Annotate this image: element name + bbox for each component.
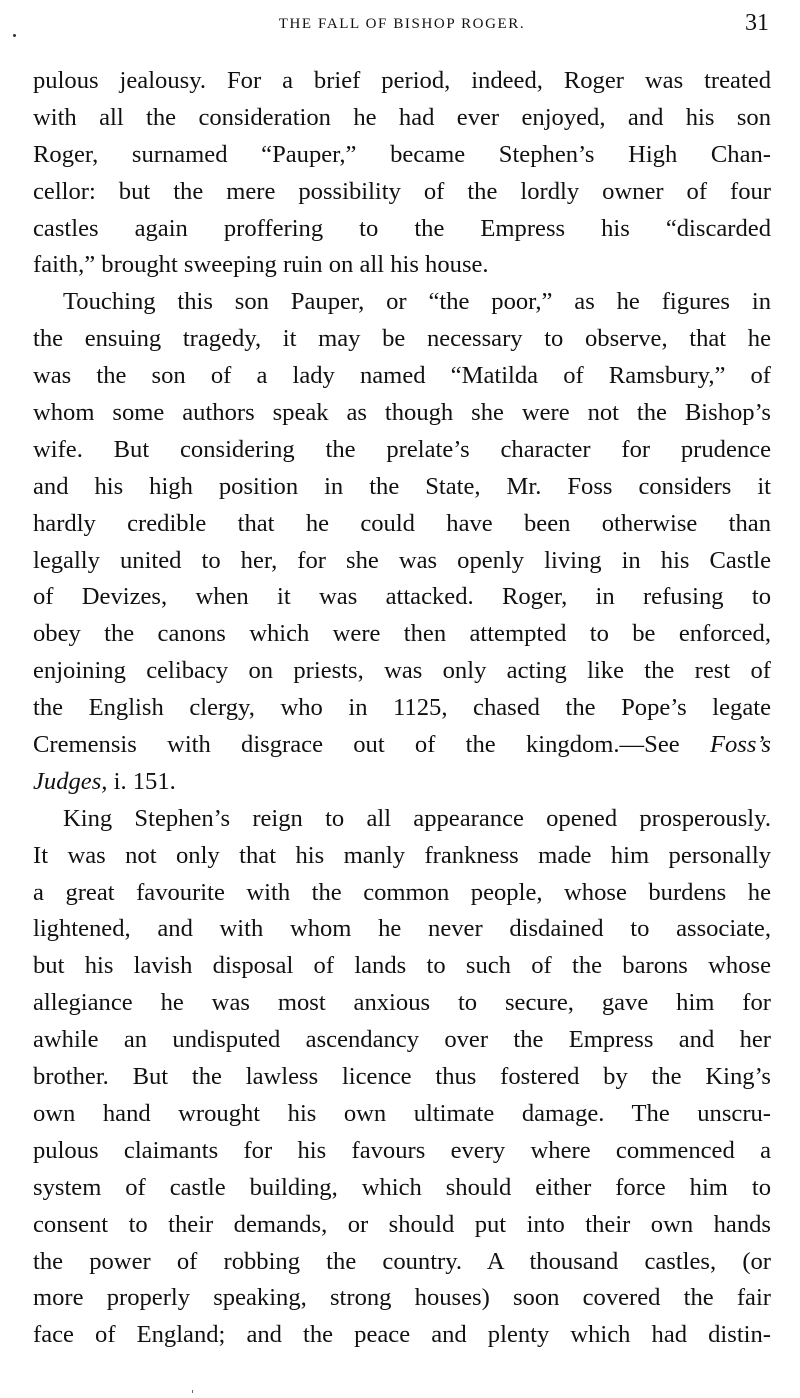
text-line: but his lavish disposal of lands to such of the barons whose — [33, 952, 771, 980]
text-line: whom some authors speak as though she were not the Bishop’s — [33, 399, 771, 427]
text-line — [33, 764, 771, 801]
text-segment: Cremensis with disgrace out of the kingdom.—See — [33, 731, 680, 759]
body-text — [33, 63, 771, 1354]
text-line: legally united to her, for she was openly living in his Castle — [33, 546, 771, 574]
text-line — [33, 727, 771, 764]
text-line: face of England; and the peace and plenty which had distin- — [33, 1321, 771, 1349]
citation-ref: i. 151. — [113, 767, 176, 795]
text-line: the ensuing tragedy, it may be necessary to observe, that he — [33, 325, 771, 353]
text-line: with all the consideration he had ever enjoyed, and his son — [33, 103, 771, 131]
text-line: system of castle building, which should either force him to — [33, 1173, 771, 1201]
text-line: obey the canons which were then attempted to be enforced, — [33, 620, 771, 648]
text-line: was the son of a lady named “Matilda of Ramsbury,” of — [33, 362, 771, 390]
citation-title: Judges, — [33, 767, 108, 795]
text-line: Touching this son Pauper, or “the poor,” as he figures in — [63, 288, 771, 316]
text-line: cellor: but the mere possibility of the lordly owner of four — [33, 177, 771, 205]
text-line: the power of robbing the country. A thousand castles, (or — [33, 1247, 771, 1275]
text-line: allegiance he was most anxious to secure, gave him for — [33, 989, 771, 1017]
text-line: pulous claimants for his favours every where commenced a — [33, 1136, 771, 1164]
margin-speck — [13, 34, 16, 37]
text-line: wife. But considering the prelate’s character for prudence — [33, 435, 771, 463]
page-number: 31 — [745, 10, 769, 36]
page-header — [33, 10, 771, 40]
text-line: the English clergy, who in 1125, chased the Pope’s legate — [33, 694, 771, 722]
text-line: own hand wrought his own ultimate damage. The unscru- — [33, 1099, 771, 1127]
text-line: a great favourite with the common people, whose burdens he — [33, 878, 771, 906]
running-head: THE FALL OF BISHOP ROGER. — [278, 16, 526, 32]
text-line: castles again proffering to the Empress his “discarded — [33, 214, 771, 242]
citation-title: Foss’s — [709, 731, 771, 759]
print-mark — [192, 1390, 193, 1393]
text-line: pulous jealousy. For a brief period, indeed, Roger was treated — [33, 67, 771, 94]
text-line: more properly speaking, strong houses) soon covered the fair — [33, 1284, 771, 1312]
text-line: and his high position in the State, Mr. Foss considers it — [33, 472, 771, 500]
text-line: brother. But the lawless licence thus fostered by the King’s — [33, 1063, 771, 1091]
text-line: of Devizes, when it was attacked. Roger, in refusing to — [33, 583, 771, 611]
text-line: lightened, and with whom he never disdained to associate, — [33, 915, 771, 943]
text-line: It was not only that his manly frankness made him personally — [33, 841, 771, 869]
text-line: King Stephen’s reign to all appearance opened prosperously. — [63, 804, 771, 832]
text-line: consent to their demands, or should put into their own hands — [33, 1210, 771, 1238]
text-line: Roger, surnamed “Pauper,” became Stephen’s High Chan- — [33, 140, 771, 168]
text-line: enjoining celibacy on priests, was only acting like the rest of — [33, 657, 771, 685]
text-line: awhile an undisputed ascendancy over the Empress and her — [33, 1026, 771, 1054]
text-line: faith,” brought sweeping ruin on all his house. — [33, 251, 489, 279]
text-line: hardly credible that he could have been otherwise than — [33, 509, 771, 537]
